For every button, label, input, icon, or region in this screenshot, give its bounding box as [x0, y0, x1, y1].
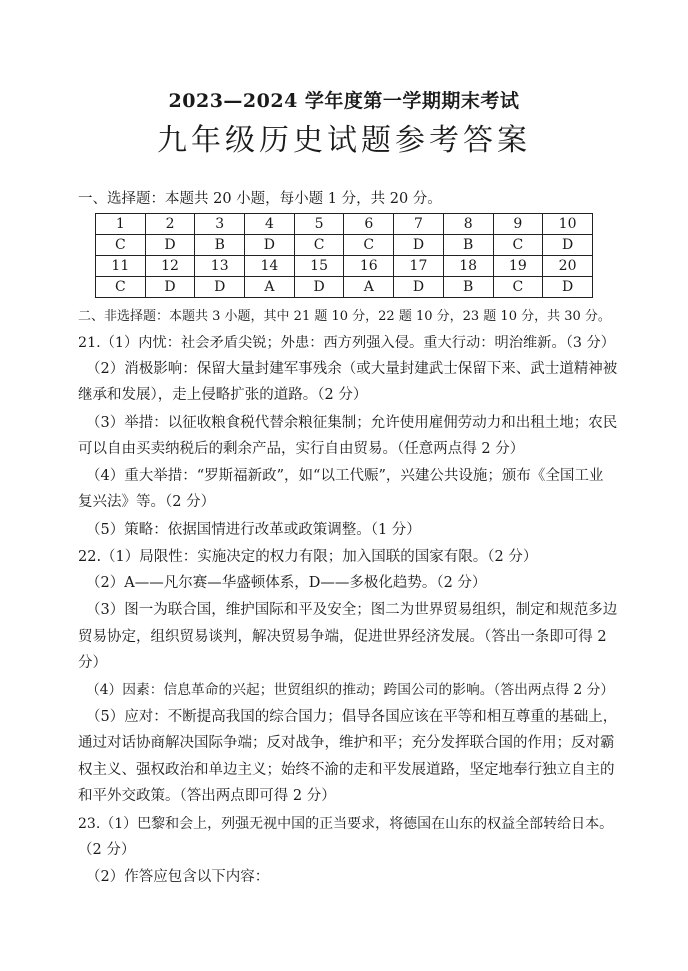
answer-line: 可以自由买卖纳税后的剩余产品，实行自由贸易。（任意两点得 2 分） [78, 441, 525, 457]
answer-line: 21.（1）内忧：社会矛盾尖锐；外患：西方列强入侵。重大行动：明治维新。（3 分） [78, 335, 615, 351]
answer-table [95, 213, 593, 298]
table-cell: 6 [344, 214, 394, 235]
table-cell: 1 [96, 214, 146, 235]
table-cell: 8 [443, 214, 493, 235]
table-cell: 3 [195, 214, 245, 235]
table-cell: D [394, 277, 444, 298]
answer-line: （5）应对：不断提高我国的综合国力；倡导各国应该在平等和相互尊重的基础上， [86, 709, 618, 725]
table-row [96, 277, 593, 298]
table-cell: C [493, 277, 543, 298]
table-cell: A [245, 277, 295, 298]
table-cell: D [543, 277, 593, 298]
table-cell: D [294, 277, 344, 298]
table-cell: C [493, 235, 543, 256]
table-cell: 9 [493, 214, 543, 235]
table-cell: 13 [195, 256, 245, 277]
table-cell: 20 [543, 256, 593, 277]
table-cell: B [443, 277, 493, 298]
table-cell: D [145, 235, 195, 256]
answer-line: 权主义、强权政治和单边主义；始终不渝的走和平发展道路，坚定地奉行独立自主的 [78, 762, 615, 778]
table-row [96, 256, 593, 277]
answer-line: 继承和发展），走上侵略扩张的道路。（2 分） [78, 387, 368, 403]
table-cell: 19 [493, 256, 543, 277]
table-cell: 17 [394, 256, 444, 277]
table-cell: 18 [443, 256, 493, 277]
table-cell: 10 [543, 214, 593, 235]
answer-line: 复兴法》等。（2 分） [78, 494, 216, 510]
table-cell: C [96, 235, 146, 256]
section1-heading: 一、选择题：本题共 20 小题，每小题 1 分，共 20 分。 [78, 191, 442, 207]
answer-line: 分） [78, 655, 107, 671]
answer-line: （3）举措：以征收粮食税代替余粮征集制；允许使用雇佣劳动力和出租土地；农民 [86, 415, 618, 431]
table-cell: B [443, 235, 493, 256]
table-cell: A [344, 277, 394, 298]
table-row [96, 235, 593, 256]
answer-line: 22.（1）局限性：实施决定的权力有限；加入国联的国家有限。（2 分） [78, 549, 538, 565]
answer-line: （2）作答应包含以下内容： [86, 869, 270, 885]
table-cell: 11 [96, 256, 146, 277]
table-cell: D [145, 277, 195, 298]
table-cell: 12 [145, 256, 195, 277]
table-cell: 16 [344, 256, 394, 277]
table-cell: D [394, 235, 444, 256]
answer-line: 和平外交政策。（答出两点即可得 2 分） [78, 788, 336, 804]
table-cell: 7 [394, 214, 444, 235]
answer-line: （4）因素：信息革命的兴起；世贸组织的推动；跨国公司的影响。（答出两点得 2 分） [86, 682, 615, 698]
answer-line: （3）图一为联合国，维护国际和平及安全；图二为世界贸易组织，制定和规范多边 [86, 602, 618, 618]
table-cell: C [96, 277, 146, 298]
answer-line: （2 分） [78, 842, 136, 858]
answer-line: （4）重大举措：“罗斯福新政”，如“以工代赈”，兴建公共设施；颁布《全国工业 [86, 468, 604, 484]
answer-line: （2）A——凡尔赛—华盛顿体系，D——多极化趋势。（2 分） [86, 575, 487, 591]
table-cell: 5 [294, 214, 344, 235]
table-cell: D [543, 235, 593, 256]
table-cell: 14 [245, 256, 295, 277]
table-cell: 4 [245, 214, 295, 235]
table-cell: C [344, 235, 394, 256]
table-cell: C [294, 235, 344, 256]
table-cell: B [195, 235, 245, 256]
table-cell: 2 [145, 214, 195, 235]
answer-key-title: 九年级历史试题参考答案 [157, 123, 531, 158]
table-row [96, 214, 593, 235]
table-cell: D [195, 277, 245, 298]
answer-line: （5）策略：依据国情进行改革或政策调整。（1 分） [86, 522, 421, 538]
exam-title: 2023—2024 学年度第一学期期末考试 [168, 90, 520, 112]
answer-line: 通过对话协商解决国际争端；反对战争，维护和平；充分发挥联合国的作用；反对霸 [78, 735, 615, 751]
answer-line: 贸易协定，组织贸易谈判，解决贸易争端，促进世界经济发展。（答出一条即可得 2 [78, 629, 607, 645]
answer-line: （2）消极影响：保留大量封建军事残余（或大量封建武士保留下来、武士道精神被 [86, 361, 618, 377]
answer-line: 23.（1）巴黎和会上，列强无视中国的正当要求，将德国在山东的权益全部转给日本。 [78, 816, 614, 832]
table-cell: D [245, 235, 295, 256]
table-cell: 15 [294, 256, 344, 277]
section2-heading: 二、非选择题：本题共 3 小题，其中 21 题 10 分，22 题 10 分，23 题 10 分，共 30 分。 [78, 309, 611, 324]
